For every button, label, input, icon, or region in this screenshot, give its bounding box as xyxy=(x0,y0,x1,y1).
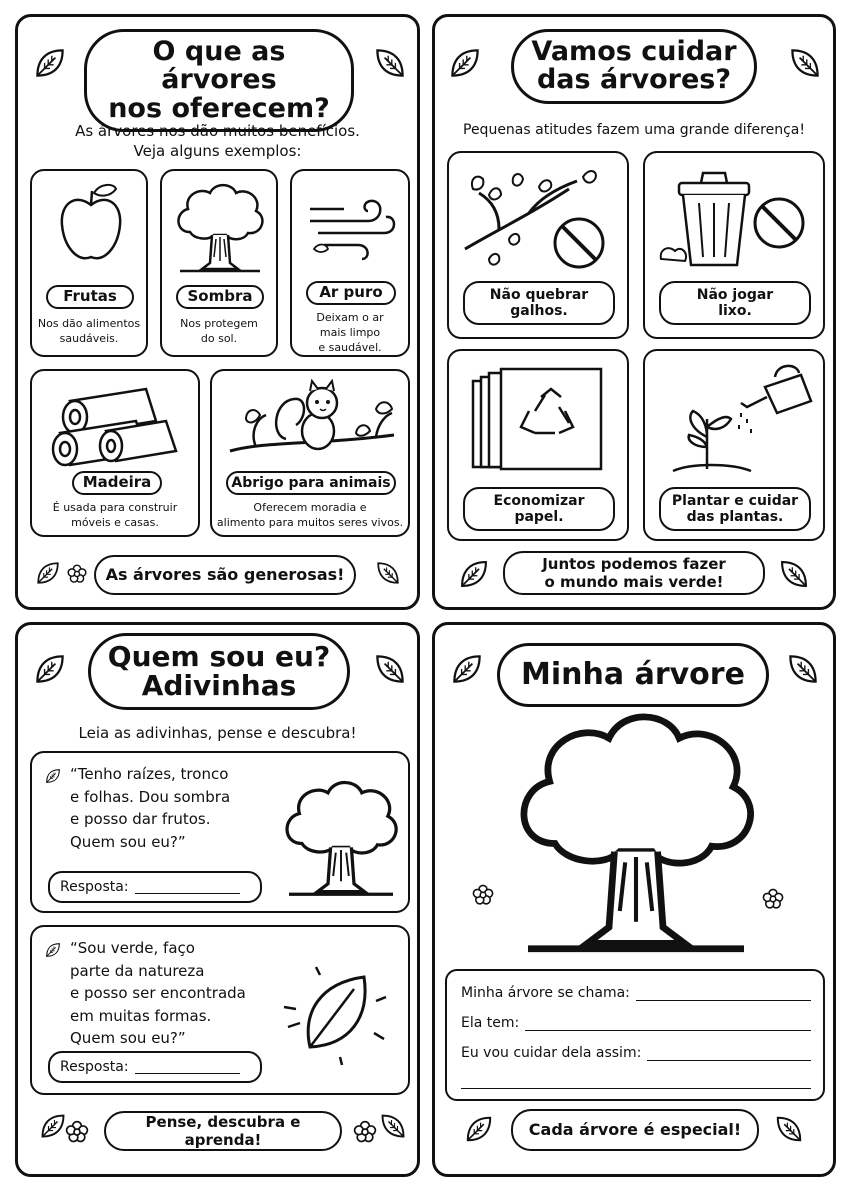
riddle-text: “Sou verde, faço parte da natureza e posso ser encontrada em muitas formas. Quem sou eu?” xyxy=(70,939,246,1047)
leaf-icon xyxy=(785,651,821,687)
footer-message: As árvores são generosas! xyxy=(94,555,356,595)
tree-care-field-continued[interactable] xyxy=(461,1075,811,1089)
card-label: Madeira xyxy=(72,471,162,495)
card-label: Frutas xyxy=(46,285,134,309)
card-label: Não jogar lixo. xyxy=(659,281,811,325)
footer-message: Cada árvore é especial! xyxy=(511,1109,759,1151)
panel-riddles xyxy=(15,622,420,1177)
panel-subtitle: Pequenas atitudes fazem uma grande diferença! xyxy=(463,122,805,138)
card-label: Sombra xyxy=(176,285,264,309)
leaf-icon xyxy=(34,559,62,587)
benefit-card-shade xyxy=(160,169,278,357)
trash-can-icon xyxy=(655,159,817,279)
panel-subtitle: Leia as adivinhas, pense e descubra! xyxy=(78,724,357,742)
leaf-icon xyxy=(378,1111,408,1141)
footer-message: Pense, descubra e aprenda! xyxy=(104,1111,342,1151)
riddle-card xyxy=(30,751,410,913)
leaf-icon xyxy=(447,45,483,81)
panel-subtitle: As árvores nos dão muitos benefícios. Veja alguns exemplos: xyxy=(75,122,360,161)
leaf-icon xyxy=(773,1113,805,1145)
flower-icon xyxy=(352,1119,378,1145)
wind-icon xyxy=(304,187,400,267)
answer-field[interactable]: Resposta: xyxy=(48,871,262,903)
flower-icon xyxy=(761,887,785,911)
benefit-card-fruits xyxy=(30,169,148,357)
flower-icon xyxy=(64,1119,90,1145)
recycle-paper-icon xyxy=(469,367,609,477)
care-card-planting xyxy=(643,349,825,541)
card-label: Abrigo para animais xyxy=(226,471,396,495)
panel-care-for-trees xyxy=(432,14,836,610)
card-label: Plantar e cuidar das plantas. xyxy=(659,487,811,531)
panel-title: Minha árvore xyxy=(497,643,769,707)
care-card-branches xyxy=(447,151,629,339)
leaf-icon xyxy=(787,45,823,81)
care-card-trash xyxy=(643,151,825,339)
broken-branch-icon xyxy=(459,159,621,279)
card-description: É usada para construir móveis e casas. xyxy=(52,501,178,529)
tree-icon xyxy=(170,177,270,277)
leaf-icon xyxy=(457,557,491,591)
footer-message: Juntos podemos fazer o mundo mais verde! xyxy=(503,551,765,595)
riddle-text: “Tenho raízes, tronco e folhas. Dou sombra e posso dar frutos. Quem sou eu?” xyxy=(70,765,231,851)
watering-can-icon xyxy=(661,357,815,481)
tree-name-field[interactable]: Minha árvore se chama: xyxy=(461,985,811,1001)
card-description: Deixam o ar mais limpo e saudável. xyxy=(316,311,384,354)
squirrel-icon xyxy=(226,379,398,469)
card-label: Economizar papel. xyxy=(463,487,615,531)
panel-my-tree xyxy=(432,622,836,1177)
tree-care-field[interactable]: Eu vou cuidar dela assim: xyxy=(461,1045,811,1061)
logs-icon xyxy=(46,381,186,471)
card-label: Não quebrar galhos. xyxy=(463,281,615,325)
leaf-icon xyxy=(374,559,402,587)
benefit-card-clean-air xyxy=(290,169,410,357)
leaf-icon xyxy=(32,45,68,81)
panel-title: Quem sou eu? Adivinhas xyxy=(88,633,350,710)
apple-icon xyxy=(56,181,126,267)
panel-title: O que as árvores nos oferecem? xyxy=(84,29,354,132)
flower-icon xyxy=(66,563,88,585)
panel-tree-benefits xyxy=(15,14,420,610)
leaf-icon xyxy=(372,45,408,81)
card-description: Nos protegem do sol. xyxy=(180,317,258,345)
leaf-icon xyxy=(449,651,485,687)
card-description: Oferecem moradia e alimento para muitos seres vivos. xyxy=(216,501,404,529)
tree-has-field[interactable]: Ela tem: xyxy=(461,1015,811,1031)
leaf-icon xyxy=(280,957,390,1067)
card-label: Ar puro xyxy=(306,281,396,305)
answer-field[interactable]: Resposta: xyxy=(48,1051,262,1083)
my-tree-form xyxy=(445,969,825,1101)
tree-icon xyxy=(276,767,406,907)
leaf-icon xyxy=(372,651,408,687)
flower-icon xyxy=(471,883,495,907)
leaf-icon xyxy=(777,557,811,591)
leaf-icon xyxy=(44,941,62,959)
tree-drawing-icon xyxy=(471,695,801,965)
care-card-paper xyxy=(447,349,629,541)
benefit-card-animal-shelter xyxy=(210,369,410,537)
leaf-icon xyxy=(44,767,62,785)
riddle-card xyxy=(30,925,410,1095)
leaf-icon xyxy=(463,1113,495,1145)
card-description: Nos dão alimentos saudáveis. xyxy=(37,317,141,345)
leaf-icon xyxy=(32,651,68,687)
benefit-card-wood xyxy=(30,369,200,537)
panel-title: Vamos cuidar das árvores? xyxy=(511,29,757,104)
